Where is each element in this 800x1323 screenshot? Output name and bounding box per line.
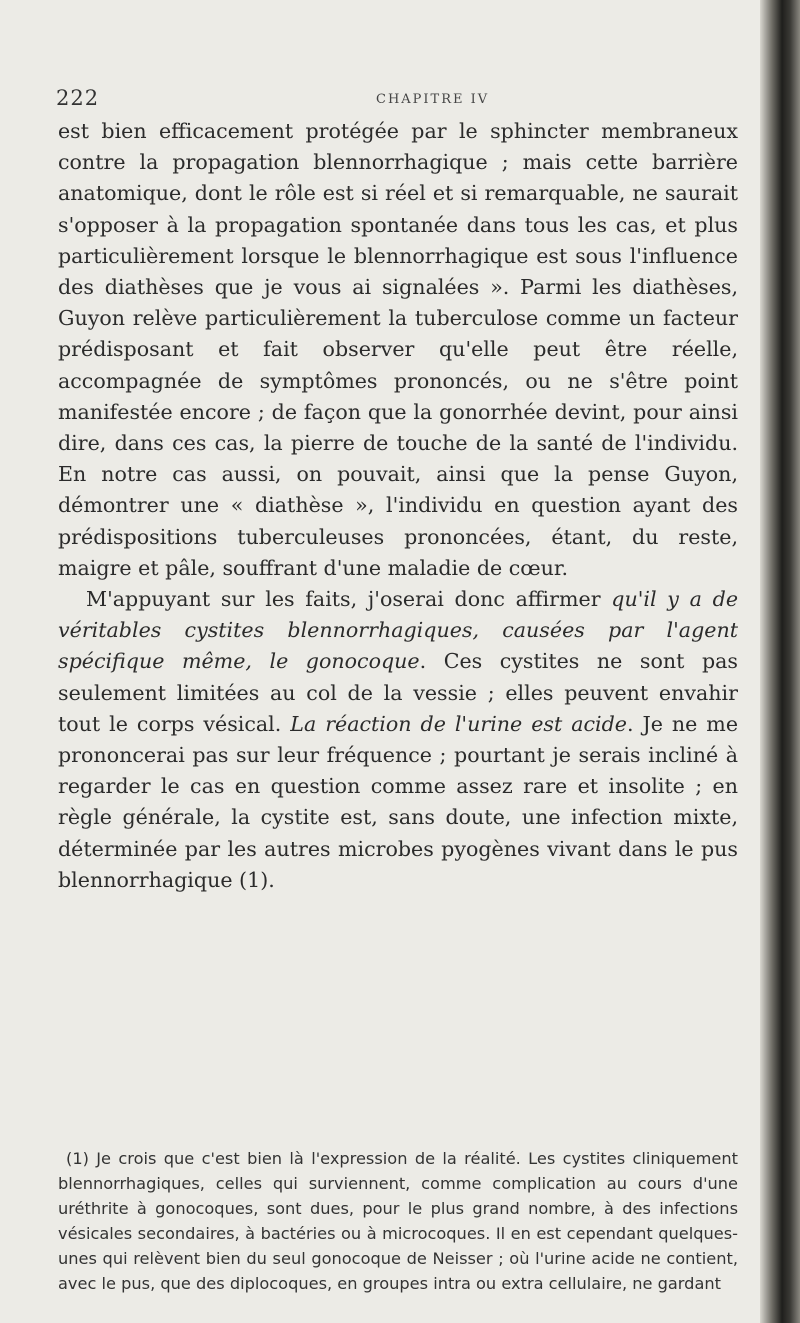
p2-text-c: . Ces cystites ne sont pas seulement limitées au col de la vessie ; elles peuvent envahir tout le corps vésical. [58, 649, 738, 736]
body-text [58, 116, 738, 896]
paragraph-1: est bien efficacement protégée par le sphincter membraneux contre la propagation blennorrhagique ; mais cette barrière anatomique, dont le rôle est si réel et si remarquable, ne saurait s'opposer à la propagation spontanée dans tous les cas, et plus particulièrement lorsque le blennorrhagique est sous l'influence des diathèses que je vous ai signalées ». Parmi les diathèses, Guyon relève particulièrement la tuberculose comme un facteur prédisposant et fait observer qu'elle peut être réelle, accompagnée de symptômes prononcés, ou ne s'être point manifestée encore ; de façon que la gonorrhée devint, pour ainsi dire, dans ces cas, la pierre de touche de la santé de l'individu. En notre cas aussi, on pouvait, ainsi que la pense Guyon, démontrer une « diathèse », l'individu en question ayant des prédispositions tuberculeuses prononcées, étant, du reste, maigre et pâle, souffrant d'une maladie de cœur. [58, 119, 738, 580]
p2-italic-urine: La réaction de l'urine est acide [290, 711, 627, 736]
paragraph-2 [58, 584, 738, 896]
book-binding-edge [760, 0, 800, 1323]
footnote-text: (1) Je crois que c'est bien là l'expression de la réalité. Les cystites cliniquement blennorrhagiques, celles qui surviennent, comme complication au cours d'une uréthrite à gonocoques, sont dues, pour le plus grand nombre, à des infections vésicales secondaires, à bactéries ou à microcoques. Il en est cependant quelques-unes qui relèvent bien du seul gonocoque de Neisser ; où l'urine acide ne contient, avec le pus, que des diplocoques, en groupes intra ou extra cellulaire, ne gardant [58, 1149, 738, 1293]
p2-text-a: M'appuyant sur les faits, j'oserai donc affirmer [86, 587, 612, 612]
running-head: CHAPITRE IV [376, 92, 490, 107]
footnote [58, 1146, 738, 1296]
p2-text-e: . Je ne me prononcerai pas sur leur fréquence ; pourtant je serais incliné à regarder le cas en question comme assez rare et insolite ; en règle générale, la cystite est, sans doute, une infection mixte, déterminée par les autres microbes pyogènes vivant dans le pus blennorrhagique (1). [58, 711, 739, 892]
p2-italic-claim: qu'il y a de véritables cystites blennorrhagiques, causées par l'agent spécifique même, le gonocoque [58, 587, 739, 674]
page-number: 222 [56, 86, 100, 110]
